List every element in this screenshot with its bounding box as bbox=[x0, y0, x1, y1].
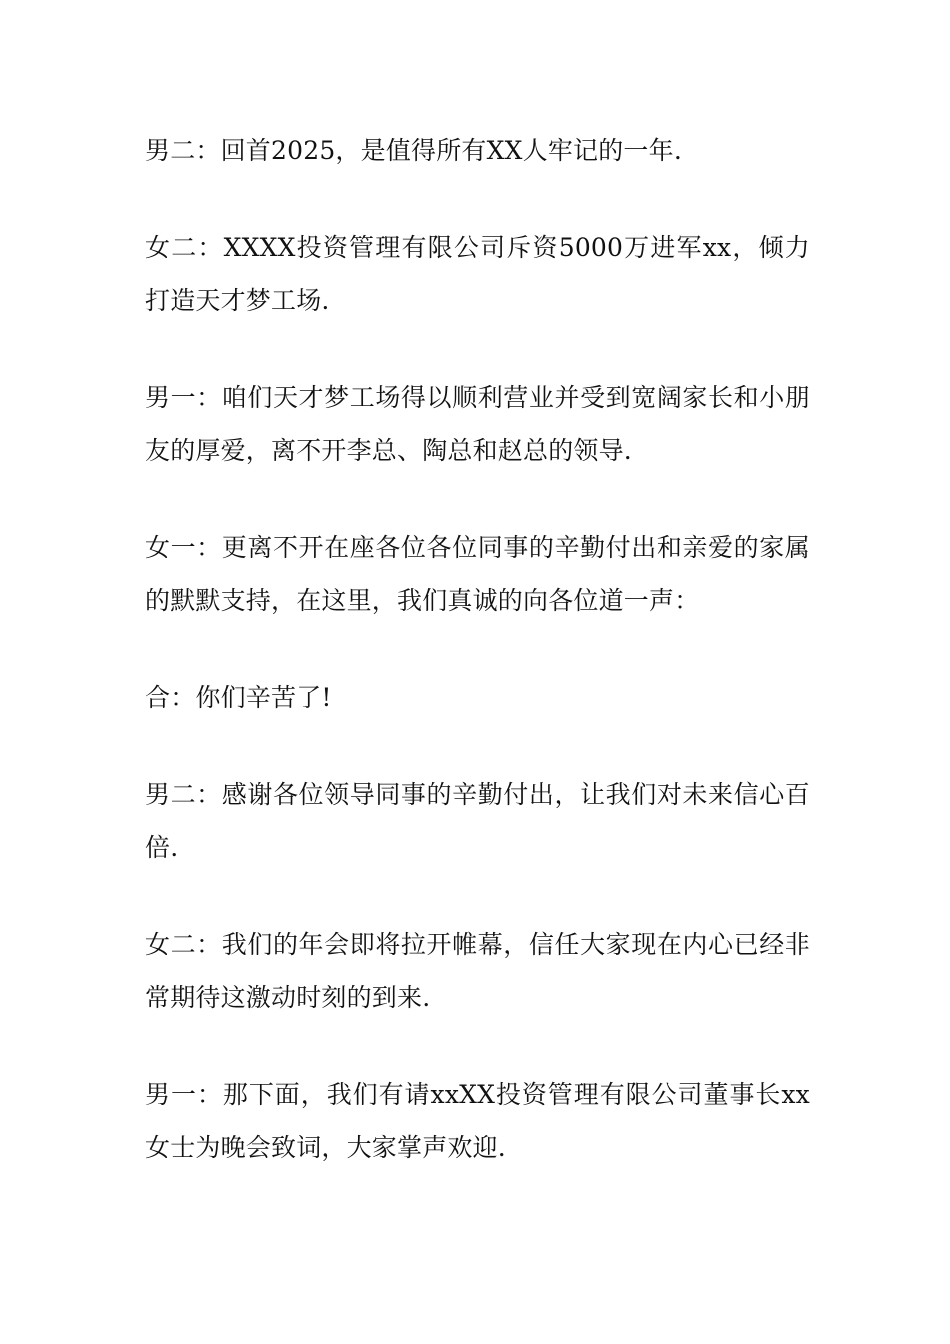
paragraph: 女二：XXXX投资管理有限公司斥资5000万进军xx，倾力打造天才梦工场. bbox=[145, 233, 810, 315]
paragraph: 男二：感谢各位领导同事的辛勤付出，让我们对未来信心百倍. bbox=[145, 780, 810, 862]
paragraph: 男一：那下面，我们有请xxXX投资管理有限公司董事长xx女士为晚会致词，大家掌声欢迎. bbox=[145, 1080, 810, 1162]
paragraph: 女一：更离不开在座各位各位同事的辛勤付出和亲爱的家属的默默支持，在这里，我们真诚的向各位道一声： bbox=[145, 533, 810, 615]
paragraph: 男二：回首2025，是值得所有XX人牢记的一年. bbox=[145, 136, 682, 165]
paragraph: 男一：咱们天才梦工场得以顺利营业并受到宽阔家长和小朋友的厚爱，离不开李总、陶总和赵总的领导. bbox=[145, 383, 810, 465]
paragraph: 合：你们辛苦了! bbox=[145, 683, 332, 712]
document-body bbox=[145, 124, 810, 1218]
paragraph: 女二：我们的年会即将拉开帷幕，信任大家现在内心已经非常期待这激动时刻的到来. bbox=[145, 930, 810, 1012]
